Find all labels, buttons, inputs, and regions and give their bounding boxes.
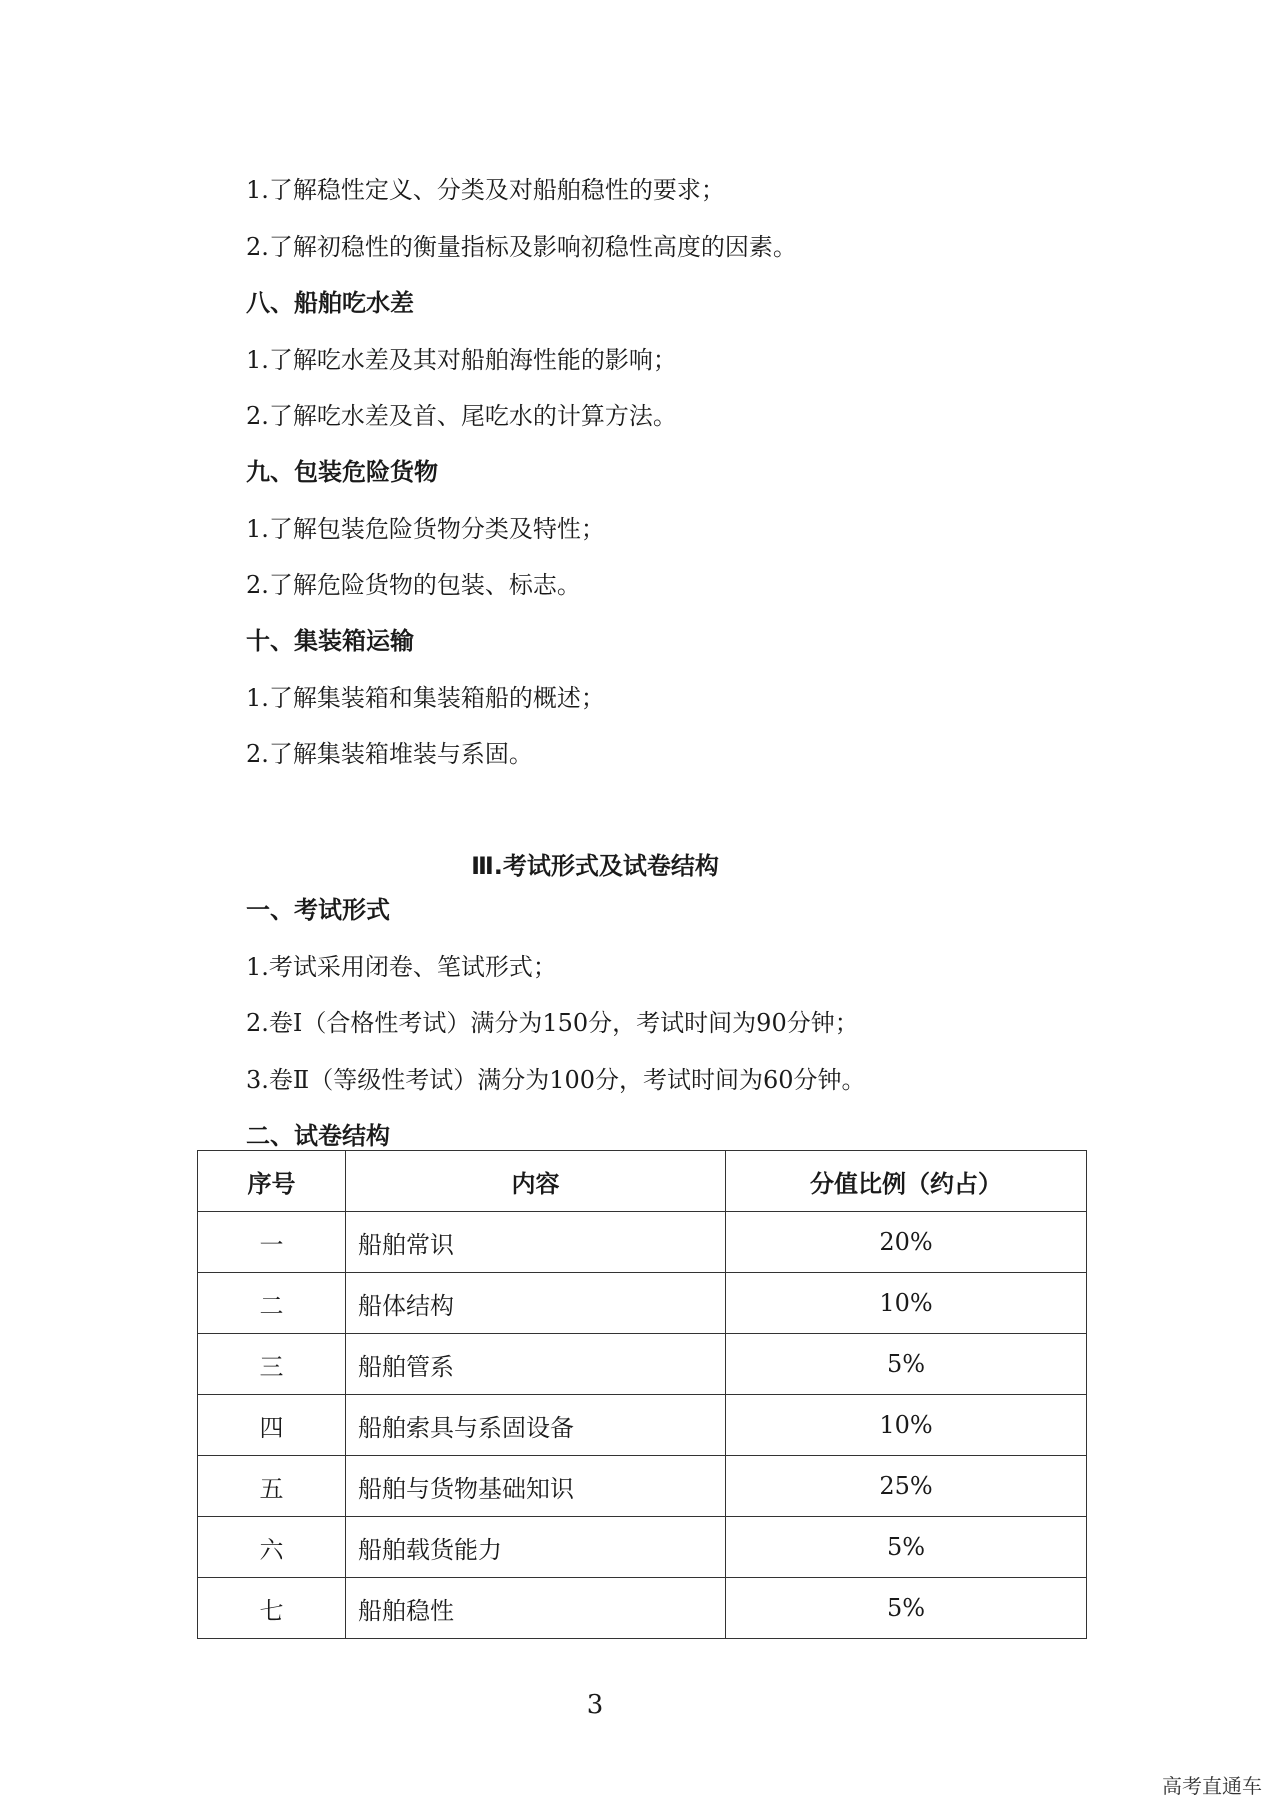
row-content: 船舶索具与系固设备 (346, 1395, 726, 1456)
row-content: 船舶常识 (346, 1212, 726, 1273)
section-heading-dangerous-goods: 九、包装危险货物 (246, 458, 438, 486)
exam-form-item-1: 1.考试采用闭卷、笔试形式； (246, 953, 557, 981)
row-content: 船舶稳性 (346, 1578, 726, 1639)
row-content: 船舶管系 (346, 1334, 726, 1395)
exam-form-item-3: 3.卷Ⅱ（等级性考试）满分为100分，考试时间为60分钟。 (246, 1066, 866, 1094)
table-row (198, 1273, 1087, 1334)
row-no: 二 (198, 1273, 346, 1334)
container-item-2: 2.了解集装箱堆装与系固。 (246, 740, 533, 768)
header-no: 序号 (198, 1151, 346, 1212)
section-heading-trim: 八、船舶吃水差 (246, 289, 414, 317)
trim-item-2: 2.了解吃水差及首、尾吃水的计算方法。 (246, 402, 677, 430)
table-row (198, 1456, 1087, 1517)
watermark: 高考直通车 (1162, 1774, 1262, 1798)
table-row (198, 1517, 1087, 1578)
row-content: 船舶载货能力 (346, 1517, 726, 1578)
header-content: 内容 (346, 1151, 726, 1212)
row-ratio: 5% (726, 1334, 1087, 1395)
row-no: 四 (198, 1395, 346, 1456)
row-ratio: 25% (726, 1456, 1087, 1517)
row-ratio: 10% (726, 1395, 1087, 1456)
row-ratio: 5% (726, 1578, 1087, 1639)
row-content: 船舶与货物基础知识 (346, 1456, 726, 1517)
row-ratio: 5% (726, 1517, 1087, 1578)
table-row (198, 1212, 1087, 1273)
row-no: 六 (198, 1517, 346, 1578)
section-heading-container: 十、集装箱运输 (246, 627, 414, 655)
table-row (198, 1334, 1087, 1395)
row-no: 七 (198, 1578, 346, 1639)
table-row (198, 1578, 1087, 1639)
row-no: 一 (198, 1212, 346, 1273)
container-item-1: 1.了解集装箱和集装箱船的概述； (246, 684, 605, 712)
page-number: 3 (586, 1690, 604, 1720)
table-row (198, 1395, 1087, 1456)
part-title: Ⅲ.考试形式及试卷结构 (471, 852, 719, 880)
row-ratio: 10% (726, 1273, 1087, 1334)
section-heading-paper-structure: 二、试卷结构 (246, 1122, 390, 1150)
stability-item-1: 1.了解稳性定义、分类及对船舶稳性的要求； (246, 176, 725, 204)
row-content: 船体结构 (346, 1273, 726, 1334)
trim-item-1: 1.了解吃水差及其对船舶海性能的影响； (246, 346, 677, 374)
row-ratio: 20% (726, 1212, 1087, 1273)
paper-structure-table (197, 1150, 1087, 1639)
row-no: 三 (198, 1334, 346, 1395)
exam-form-item-2: 2.卷Ⅰ（合格性考试）满分为150分，考试时间为90分钟； (246, 1009, 859, 1037)
dangerous-goods-item-2: 2.了解危险货物的包装、标志。 (246, 571, 581, 599)
stability-item-2: 2.了解初稳性的衡量指标及影响初稳性高度的因素。 (246, 233, 797, 261)
row-no: 五 (198, 1456, 346, 1517)
header-ratio: 分值比例（约占） (726, 1151, 1087, 1212)
table-header-row (198, 1151, 1087, 1212)
dangerous-goods-item-1: 1.了解包装危险货物分类及特性； (246, 515, 605, 543)
section-heading-exam-form: 一、考试形式 (246, 896, 390, 924)
